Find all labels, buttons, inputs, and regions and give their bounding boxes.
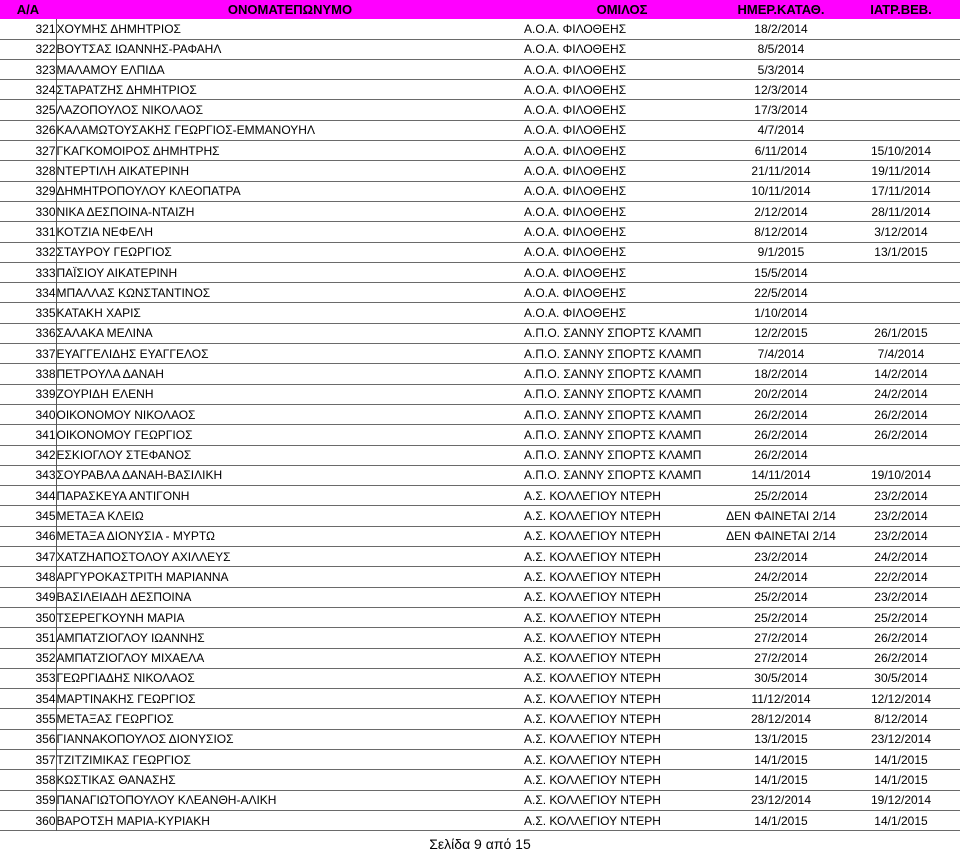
table-row (0, 810, 960, 830)
row-number: 323 (0, 59, 56, 79)
table-row (0, 689, 960, 709)
table-row (0, 59, 960, 79)
club-name: Α.Ο.Α. ΦΙΛΟΘΕΗΣ (524, 21, 627, 36)
registration-date: 13/1/2015 (754, 732, 808, 747)
row-number: 326 (0, 120, 56, 140)
table-row (0, 161, 960, 181)
club-name: Α.Σ. ΚΟΛΛΕΓΙΟΥ ΝΤΕΡΗ (524, 630, 661, 645)
registration-date: ΔΕΝ ΦΑΙΝΕΤΑΙ 2/14 (726, 529, 836, 544)
column-header-name: ΟΝΟΜΑΤΕΠΩΝΥΜΟ (56, 0, 524, 19)
table-row (0, 486, 960, 506)
registration-date: 7/4/2014 (757, 346, 805, 361)
row-number: 339 (0, 384, 56, 404)
registration-date: 24/2/2014 (754, 569, 808, 584)
row-number: 342 (0, 445, 56, 465)
athlete-name: ΜΕΤΑΞΑ ΔΙΟΝΥΣΙΑ - ΜΥΡΤΩ (56, 529, 215, 544)
row-number: 349 (0, 587, 56, 607)
athlete-name: ΚΑΤΑΚΗ ΧΑΡΙΣ (56, 306, 141, 321)
row-number: 355 (0, 709, 56, 729)
medical-cert-date: 14/1/2015 (874, 772, 928, 787)
registration-date: 2/12/2014 (754, 204, 808, 219)
athlete-name: ΜΕΤΑΞΑΣ ΓΕΩΡΓΙΟΣ (56, 712, 174, 727)
table-row (0, 547, 960, 567)
medical-cert-date: 26/2/2014 (874, 427, 928, 442)
athlete-name: ΣΑΛΑΚΑ ΜΕΛΙΝΑ (56, 326, 153, 341)
medical-cert-date: 17/11/2014 (871, 184, 931, 199)
table-row (0, 120, 960, 140)
registration-date: 8/12/2014 (754, 224, 808, 239)
club-name: Α.Ο.Α. ΦΙΛΟΘΕΗΣ (524, 184, 627, 199)
athlete-name: ΠΑΪΣΙΟΥ ΑΙΚΑΤΕΡΙΝΗ (56, 265, 178, 280)
medical-cert-date: 23/2/2014 (874, 509, 928, 524)
registration-date: 9/1/2015 (757, 245, 805, 260)
medical-cert-date: 26/2/2014 (874, 630, 928, 645)
athlete-name: ΒΑΡΟΤΣΗ ΜΑΡΙΑ-ΚΥΡΙΑΚΗ (56, 813, 210, 828)
club-name: Α.Σ. ΚΟΛΛΕΓΙΟΥ ΝΤΕΡΗ (524, 590, 661, 605)
table-row (0, 425, 960, 445)
club-name: Α.Σ. ΚΟΛΛΕΓΙΟΥ ΝΤΕΡΗ (524, 529, 661, 544)
registration-date: 14/1/2015 (754, 752, 808, 767)
row-number: 341 (0, 425, 56, 445)
registration-date: 14/11/2014 (751, 468, 811, 483)
athlete-name: ΝΙΚΑ ΔΕΣΠΟΙΝΑ-ΝΤΑΙΖΗ (56, 204, 195, 219)
table-row (0, 709, 960, 729)
athlete-name: ΣΤΑΥΡΟΥ ΓΕΩΡΓΙΟΣ (56, 245, 172, 260)
athlete-name: ΜΕΤΑΞΑ ΚΛΕΙΩ (56, 509, 144, 524)
athlete-name: ΣΤΑΡΑΤΖΗΣ ΔΗΜΗΤΡΙΟΣ (56, 82, 197, 97)
registration-date: 26/2/2014 (754, 407, 808, 422)
athlete-name: ΕΣΚΙΟΓΛΟΥ ΣΤΕΦΑΝΟΣ (56, 448, 192, 463)
athlete-name: ΚΩΣΤΙΚΑΣ ΘΑΝΑΣΗΣ (56, 772, 176, 787)
row-number: 350 (0, 607, 56, 627)
table-row (0, 80, 960, 100)
medical-cert-date: 24/2/2014 (874, 387, 928, 402)
athlete-name: ΑΜΠΑΤΖΙΟΓΛΟΥ ΜΙΧΑΕΛΑ (56, 651, 205, 666)
registration-date: 5/3/2014 (757, 62, 805, 77)
medical-cert-date: 22/2/2014 (874, 569, 928, 584)
row-number: 324 (0, 80, 56, 100)
athlete-name: ΓΚΑΓΚΟΜΟΙΡΟΣ ΔΗΜΗΤΡΗΣ (56, 143, 220, 158)
registration-date: 20/2/2014 (754, 387, 808, 402)
medical-cert-date: 19/11/2014 (871, 164, 931, 179)
medical-cert-date: 23/2/2014 (874, 529, 928, 544)
medical-cert-date: 30/5/2014 (874, 671, 928, 686)
medical-cert-date (842, 303, 960, 323)
athlete-name: ΕΥΑΓΓΕΛΙΔΗΣ ΕΥΑΓΓΕΛΟΣ (56, 346, 209, 361)
club-name: Α.Σ. ΚΟΛΛΕΓΙΟΥ ΝΤΕΡΗ (524, 732, 661, 747)
medical-cert-date (842, 120, 960, 140)
row-number: 354 (0, 689, 56, 709)
club-name: Α.Ο.Α. ΦΙΛΟΘΕΗΣ (524, 42, 627, 57)
athlete-name: ΠΑΡΑΣΚΕΥΑ ΑΝΤΙΓΟΝΗ (56, 488, 190, 503)
athlete-name: ΑΜΠΑΤΖΙΟΓΛΟΥ ΙΩΑΝΝΗΣ (56, 630, 205, 645)
row-number: 329 (0, 181, 56, 201)
table-row (0, 201, 960, 221)
club-name: Α.Σ. ΚΟΛΛΕΓΙΟΥ ΝΤΕΡΗ (524, 793, 661, 808)
club-name: Α.Ο.Α. ΦΙΛΟΘΕΗΣ (524, 82, 627, 97)
club-name: Α.Σ. ΚΟΛΛΕΓΙΟΥ ΝΤΕΡΗ (524, 671, 661, 686)
club-name: Α.Σ. ΚΟΛΛΕΓΙΟΥ ΝΤΕΡΗ (524, 691, 661, 706)
table-row (0, 587, 960, 607)
registration-date: 8/5/2014 (757, 42, 805, 57)
row-number: 330 (0, 201, 56, 221)
club-name: Α.Σ. ΚΟΛΛΕΓΙΟΥ ΝΤΕΡΗ (524, 651, 661, 666)
row-number: 335 (0, 303, 56, 323)
row-number: 337 (0, 344, 56, 364)
table-row (0, 749, 960, 769)
athlete-name: ΜΑΛΑΜΟΥ ΕΛΠΙΔΑ (56, 62, 165, 77)
table-row (0, 222, 960, 242)
club-name: Α.Σ. ΚΟΛΛΕΓΙΟΥ ΝΤΕΡΗ (524, 549, 661, 564)
registration-date: 22/5/2014 (754, 285, 808, 300)
athlete-name: ΤΣΕΡΕΓΚΟΥΝΗ ΜΑΡΙΑ (56, 610, 185, 625)
athlete-name: ΣΟΥΡΑΒΛΑ ΔΑΝΑΗ-ΒΑΣΙΛΙΚΗ (56, 468, 223, 483)
registration-date: 25/2/2014 (754, 590, 808, 605)
medical-cert-date: 24/2/2014 (874, 549, 928, 564)
medical-cert-date: 26/2/2014 (874, 407, 928, 422)
athlete-name: ΖΟΥΡΙΔΗ ΕΛΕΝΗ (56, 387, 154, 402)
row-number: 343 (0, 465, 56, 485)
column-header-reg-date: ΗΜΕΡ.ΚΑΤΑΘ. (720, 0, 842, 19)
medical-cert-date (842, 445, 960, 465)
medical-cert-date: 23/12/2014 (870, 732, 932, 747)
club-name: Α.Ο.Α. ΦΙΛΟΘΕΗΣ (524, 285, 627, 300)
athlete-name: ΛΑΖΟΠΟΥΛΟΣ ΝΙΚΟΛΑΟΣ (56, 103, 204, 118)
medical-cert-date: 28/11/2014 (871, 204, 931, 219)
table-row (0, 303, 960, 323)
table-row (0, 770, 960, 790)
athlete-name: ΠΑΝΑΓΙΩΤΟΠΟΥΛΟΥ ΚΛΕΑΝΘΗ-ΑΛΙΚΗ (56, 793, 277, 808)
registration-date: 17/3/2014 (754, 103, 808, 118)
column-header-med-date: ΙΑΤΡ.ΒΕΒ. (842, 0, 960, 19)
medical-cert-date: 3/12/2014 (874, 224, 928, 239)
medical-cert-date: 13/1/2015 (874, 245, 928, 260)
registration-date: 21/11/2014 (751, 164, 811, 179)
column-header-aa: A/A (0, 0, 56, 19)
registration-date: 28/12/2014 (750, 712, 812, 727)
registration-date: 26/2/2014 (754, 427, 808, 442)
club-name: Α.Ο.Α. ΦΙΛΟΘΕΗΣ (524, 103, 627, 118)
club-name: Α.Π.Ο. ΣΑΝΝΥ ΣΠΟΡΤΣ ΚΛΑΜΠ (524, 346, 702, 361)
table-row (0, 648, 960, 668)
row-number: 322 (0, 39, 56, 59)
registration-date: 25/2/2014 (754, 610, 808, 625)
club-name: Α.Π.Ο. ΣΑΝΝΥ ΣΠΟΡΤΣ ΚΛΑΜΠ (524, 407, 702, 422)
registration-date: 14/1/2015 (754, 772, 808, 787)
club-name: Α.Π.Ο. ΣΑΝΝΥ ΣΠΟΡΤΣ ΚΛΑΜΠ (524, 468, 702, 483)
table-row (0, 181, 960, 201)
column-header-club: ΟΜΙΛΟΣ (524, 0, 720, 19)
table-row (0, 404, 960, 424)
medical-cert-date (842, 59, 960, 79)
athlete-name: ΚΟΤΖΙΑ ΝΕΦΕΛΗ (56, 224, 154, 239)
table-row (0, 729, 960, 749)
row-number: 360 (0, 810, 56, 830)
row-number: 346 (0, 526, 56, 546)
club-name: Α.Ο.Α. ΦΙΛΟΘΕΗΣ (524, 224, 627, 239)
club-name: Α.Σ. ΚΟΛΛΕΓΙΟΥ ΝΤΕΡΗ (524, 509, 661, 524)
row-number: 332 (0, 242, 56, 262)
registration-date: 11/12/2014 (751, 691, 811, 706)
registration-date: 18/2/2014 (754, 366, 808, 381)
athlete-name: ΟΙΚΟΝΟΜΟΥ ΓΕΩΡΓΙΟΣ (56, 427, 193, 442)
registration-date: 23/12/2014 (750, 793, 812, 808)
table-row (0, 668, 960, 688)
registration-date: 4/7/2014 (757, 123, 805, 138)
table-row (0, 567, 960, 587)
athlete-name: ΒΑΣΙΛΕΙΑΔΗ ΔΕΣΠΟΙΝΑ (56, 590, 192, 605)
club-name: Α.Ο.Α. ΦΙΛΟΘΕΗΣ (524, 245, 627, 260)
athlete-name: ΚΑΛΑΜΩΤΟΥΣΑΚΗΣ ΓΕΩΡΓΙΟΣ-ΕΜΜΑΝΟΥΗΛ (56, 123, 315, 138)
medical-cert-date: 25/2/2014 (874, 610, 928, 625)
row-number: 344 (0, 486, 56, 506)
row-number: 328 (0, 161, 56, 181)
club-name: Α.Ο.Α. ΦΙΛΟΘΕΗΣ (524, 265, 627, 280)
registration-date: 1/10/2014 (754, 306, 808, 321)
table-row (0, 39, 960, 59)
table-row (0, 790, 960, 810)
registration-date: 18/2/2014 (754, 21, 808, 36)
table-row (0, 506, 960, 526)
club-name: Α.Σ. ΚΟΛΛΕΓΙΟΥ ΝΤΕΡΗ (524, 772, 661, 787)
athlete-name: ΤΖΙΤΖΙΜΙΚΑΣ ΓΕΩΡΓΙΟΣ (56, 752, 191, 767)
club-name: Α.Ο.Α. ΦΙΛΟΘΕΗΣ (524, 204, 627, 219)
table-row (0, 364, 960, 384)
medical-cert-date: 14/1/2015 (874, 752, 928, 767)
club-name: Α.Π.Ο. ΣΑΝΝΥ ΣΠΟΡΤΣ ΚΛΑΜΠ (524, 448, 702, 463)
registration-date: 23/2/2014 (754, 549, 808, 564)
club-name: Α.Π.Ο. ΣΑΝΝΥ ΣΠΟΡΤΣ ΚΛΑΜΠ (524, 326, 702, 341)
table-row (0, 445, 960, 465)
table-row (0, 628, 960, 648)
medical-cert-date: 15/10/2014 (870, 143, 932, 158)
table-row (0, 526, 960, 546)
club-name: Α.Σ. ΚΟΛΛΕΓΙΟΥ ΝΤΕΡΗ (524, 610, 661, 625)
row-number: 347 (0, 547, 56, 567)
athlete-name: ΓΙΑΝΝΑΚΟΠΟΥΛΟΣ ΔΙΟΝΥΣΙΟΣ (56, 732, 234, 747)
row-number: 357 (0, 749, 56, 769)
row-number: 336 (0, 323, 56, 343)
table-row (0, 344, 960, 364)
medical-cert-date: 12/12/2014 (870, 691, 932, 706)
medical-cert-date (842, 39, 960, 59)
table-row (0, 283, 960, 303)
medical-cert-date (842, 283, 960, 303)
table-row (0, 141, 960, 161)
medical-cert-date: 14/2/2014 (874, 366, 928, 381)
row-number: 321 (0, 19, 56, 39)
row-number: 351 (0, 628, 56, 648)
medical-cert-date: 26/2/2014 (874, 651, 928, 666)
row-number: 334 (0, 283, 56, 303)
table-row (0, 607, 960, 627)
row-number: 340 (0, 404, 56, 424)
registration-date: 12/3/2014 (754, 82, 808, 97)
row-number: 331 (0, 222, 56, 242)
row-number: 348 (0, 567, 56, 587)
table-row (0, 465, 960, 485)
registration-date: 15/5/2014 (754, 265, 808, 280)
row-number: 358 (0, 770, 56, 790)
table-row (0, 384, 960, 404)
medical-cert-date: 8/12/2014 (874, 712, 928, 727)
medical-cert-date: 23/2/2014 (874, 488, 928, 503)
row-number: 359 (0, 790, 56, 810)
table-row (0, 323, 960, 343)
athlete-name: ΜΑΡΤΙΝΑΚΗΣ ΓΕΩΡΓΙΟΣ (56, 691, 196, 706)
registration-date: 26/2/2014 (754, 448, 808, 463)
club-name: Α.Π.Ο. ΣΑΝΝΥ ΣΠΟΡΤΣ ΚΛΑΜΠ (524, 427, 702, 442)
registration-date: 12/2/2015 (754, 326, 808, 341)
club-name: Α.Ο.Α. ΦΙΛΟΘΕΗΣ (524, 123, 627, 138)
medical-cert-date: 14/1/2015 (874, 813, 928, 828)
athlete-name: ΧΟΥΜΗΣ ΔΗΜΗΤΡΙΟΣ (56, 21, 181, 36)
table-body (0, 19, 960, 830)
medical-cert-date: 19/12/2014 (870, 793, 932, 808)
athlete-name: ΓΕΩΡΓΙΑΔΗΣ ΝΙΚΟΛΑΟΣ (56, 671, 195, 686)
medical-cert-date: 23/2/2014 (874, 590, 928, 605)
medical-cert-date (842, 100, 960, 120)
row-number: 352 (0, 648, 56, 668)
club-name: Α.Ο.Α. ΦΙΛΟΘΕΗΣ (524, 164, 627, 179)
athlete-name: ΑΡΓΥΡΟΚΑΣΤΡΙΤΗ ΜΑΡΙΑΝΝΑ (56, 569, 229, 584)
registration-date: 25/2/2014 (754, 488, 808, 503)
athlete-name: ΟΙΚΟΝΟΜΟΥ ΝΙΚΟΛΑΟΣ (56, 407, 196, 422)
table-header-row (0, 0, 960, 19)
club-name: Α.Π.Ο. ΣΑΝΝΥ ΣΠΟΡΤΣ ΚΛΑΜΠ (524, 366, 702, 381)
row-number: 325 (0, 100, 56, 120)
club-name: Α.Ο.Α. ΦΙΛΟΘΕΗΣ (524, 62, 627, 77)
club-name: Α.Σ. ΚΟΛΛΕΓΙΟΥ ΝΤΕΡΗ (524, 488, 661, 503)
page-number: Σελίδα 9 από 15 (429, 836, 531, 852)
club-name: Α.Σ. ΚΟΛΛΕΓΙΟΥ ΝΤΕΡΗ (524, 712, 661, 727)
row-number: 327 (0, 141, 56, 161)
table-row (0, 19, 960, 39)
registration-date: 27/2/2014 (754, 630, 808, 645)
athlete-name: ΧΑΤΖΗΑΠΟΣΤΟΛΟΥ ΑΧΙΛΛΕΥΣ (56, 549, 231, 564)
medical-cert-date (842, 262, 960, 282)
athlete-name: ΜΠΑΛΛΑΣ ΚΩΝΣΤΑΝΤΙΝΟΣ (56, 285, 211, 300)
registration-date: 27/2/2014 (754, 651, 808, 666)
athlete-name: ΒΟΥΤΣΑΣ ΙΩΑΝΝΗΣ-ΡΑΦΑΗΛ (56, 42, 222, 57)
club-name: Α.Ο.Α. ΦΙΛΟΘΕΗΣ (524, 143, 627, 158)
club-name: Α.Σ. ΚΟΛΛΕΓΙΟΥ ΝΤΕΡΗ (524, 752, 661, 767)
registration-date: ΔΕΝ ΦΑΙΝΕΤΑΙ 2/14 (726, 509, 836, 524)
club-name: Α.Ο.Α. ΦΙΛΟΘΕΗΣ (524, 306, 627, 321)
medical-cert-date: 26/1/2015 (874, 326, 928, 341)
registration-date: 6/11/2014 (754, 143, 808, 158)
registration-date: 30/5/2014 (754, 671, 808, 686)
club-name: Α.Σ. ΚΟΛΛΕΓΙΟΥ ΝΤΕΡΗ (524, 569, 661, 584)
table-row (0, 242, 960, 262)
athlete-name: ΝΤΕΡΤΙΛΗ ΑΙΚΑΤΕΡΙΝΗ (56, 164, 189, 179)
registration-date: 10/11/2014 (751, 184, 811, 199)
row-number: 338 (0, 364, 56, 384)
athlete-name: ΠΕΤΡΟΥΛΑ ΔΑΝΑΗ (56, 366, 164, 381)
row-number: 333 (0, 262, 56, 282)
medical-cert-date: 19/10/2014 (870, 468, 932, 483)
row-number: 356 (0, 729, 56, 749)
medical-cert-date (842, 19, 960, 39)
table-row (0, 262, 960, 282)
table-row (0, 100, 960, 120)
registration-date: 14/1/2015 (754, 813, 808, 828)
medical-cert-date (842, 80, 960, 100)
club-name: Α.Σ. ΚΟΛΛΕΓΙΟΥ ΝΤΕΡΗ (524, 813, 661, 828)
club-name: Α.Π.Ο. ΣΑΝΝΥ ΣΠΟΡΤΣ ΚΛΑΜΠ (524, 387, 702, 402)
athlete-name: ΔΗΜΗΤΡΟΠΟΥΛΟΥ ΚΛΕΟΠΑΤΡΑ (56, 184, 241, 199)
medical-cert-date: 7/4/2014 (877, 346, 925, 361)
row-number: 353 (0, 668, 56, 688)
row-number: 345 (0, 506, 56, 526)
